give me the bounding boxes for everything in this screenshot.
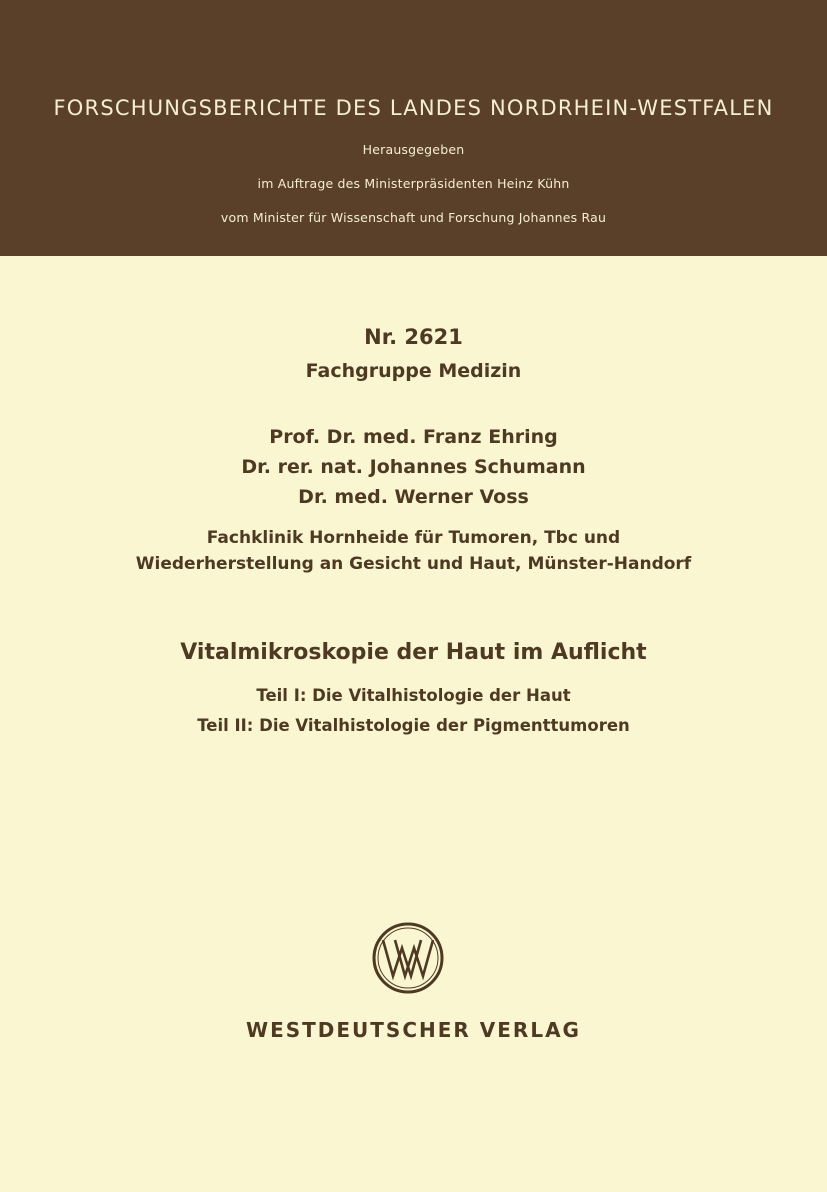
editor-line-3: vom Minister für Wissenschaft und Forschung Johannes Rau [220, 210, 607, 225]
institution-line-1: Fachklinik Hornheide für Tumoren, Tbc und [206, 528, 621, 548]
editor-line-1: Herausgegeben [362, 142, 465, 157]
part-1: Teil I: Die Vitalhistologie der Haut [256, 686, 571, 705]
header-band [0, 0, 827, 256]
book-title: Vitalmikroskopie der Haut im Auflicht [180, 640, 647, 665]
publisher-name: WESTDEUTSCHER VERLAG [246, 1018, 581, 1042]
author-1: Prof. Dr. med. Franz Ehring [269, 426, 558, 448]
author-2: Dr. rer. nat. Johannes Schumann [241, 456, 586, 478]
series-title: FORSCHUNGSBERICHTE DES LANDES NORDRHEIN-WESTFALEN [53, 96, 774, 120]
part-2: Teil II: Die Vitalhistologie der Pigmenttumoren [197, 716, 630, 735]
publisher-logo-icon [372, 922, 444, 994]
institution-line-2: Wiederherstellung an Gesicht und Haut, Münster-Handorf [135, 554, 692, 574]
editor-line-2: im Auftrage des Ministerpräsidenten Heinz Kühn [257, 176, 570, 191]
subject-group: Fachgruppe Medizin [305, 360, 522, 382]
report-number: Nr. 2621 [364, 325, 463, 349]
author-3: Dr. med. Werner Voss [298, 486, 529, 508]
